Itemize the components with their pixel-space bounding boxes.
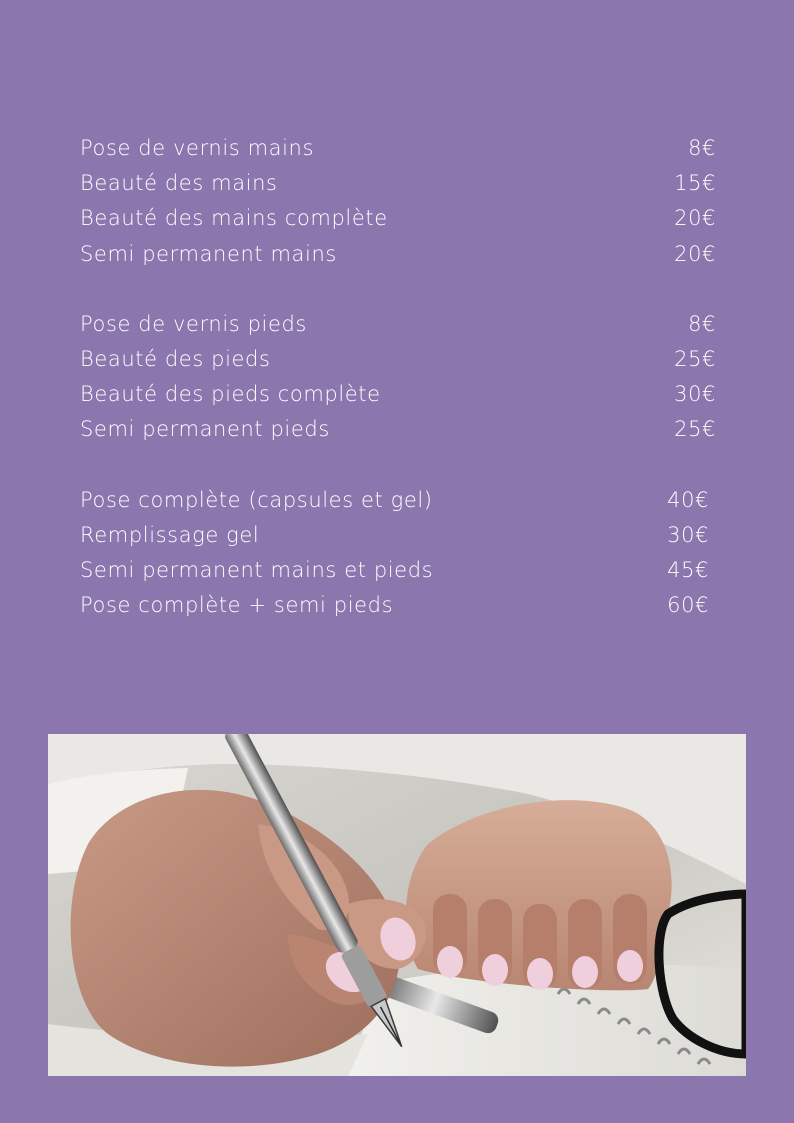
service-price: 20€ xyxy=(674,206,716,231)
service-label: Semi permanent mains et pieds xyxy=(80,557,434,582)
service-label: Pose de vernis pieds xyxy=(80,311,307,336)
price-row xyxy=(80,166,720,201)
writing-hand-photo xyxy=(48,734,746,1076)
price-row xyxy=(80,131,720,166)
service-price: 25€ xyxy=(674,417,716,442)
price-row xyxy=(80,307,720,342)
service-price: 30€ xyxy=(667,522,709,547)
service-price: 60€ xyxy=(667,593,709,618)
price-row xyxy=(80,553,720,588)
price-group-gel xyxy=(80,483,720,624)
service-price: 45€ xyxy=(667,557,709,582)
price-row xyxy=(80,377,720,412)
service-price: 8€ xyxy=(688,311,716,336)
service-price: 25€ xyxy=(674,346,716,371)
service-price: 8€ xyxy=(688,136,716,160)
service-label: Beauté des mains complète xyxy=(80,206,388,231)
service-label: Beauté des mains xyxy=(80,171,278,196)
price-group-mains xyxy=(80,131,720,272)
price-row xyxy=(80,588,720,623)
service-price: 40€ xyxy=(667,487,709,512)
service-label: Remplissage gel xyxy=(80,522,260,547)
service-price: 15€ xyxy=(674,171,716,196)
price-row xyxy=(80,483,720,518)
service-price: 20€ xyxy=(674,241,716,266)
service-label: Semi permanent pieds xyxy=(80,417,330,442)
service-price: 30€ xyxy=(674,382,716,407)
service-label: Pose complète (capsules et gel) xyxy=(80,487,433,512)
price-row xyxy=(80,237,720,272)
photo-illustration xyxy=(48,734,746,1076)
service-label: Pose de vernis mains xyxy=(80,136,315,160)
price-row xyxy=(80,412,720,447)
price-group-pieds xyxy=(80,307,720,448)
service-label: Beauté des pieds xyxy=(80,346,271,371)
price-row xyxy=(80,201,720,236)
service-label: Pose complète + semi pieds xyxy=(80,593,394,618)
price-row xyxy=(80,342,720,377)
price-list xyxy=(80,131,720,658)
price-row xyxy=(80,518,720,553)
service-label: Beauté des pieds complète xyxy=(80,382,381,407)
service-label: Semi permanent mains xyxy=(80,241,337,266)
